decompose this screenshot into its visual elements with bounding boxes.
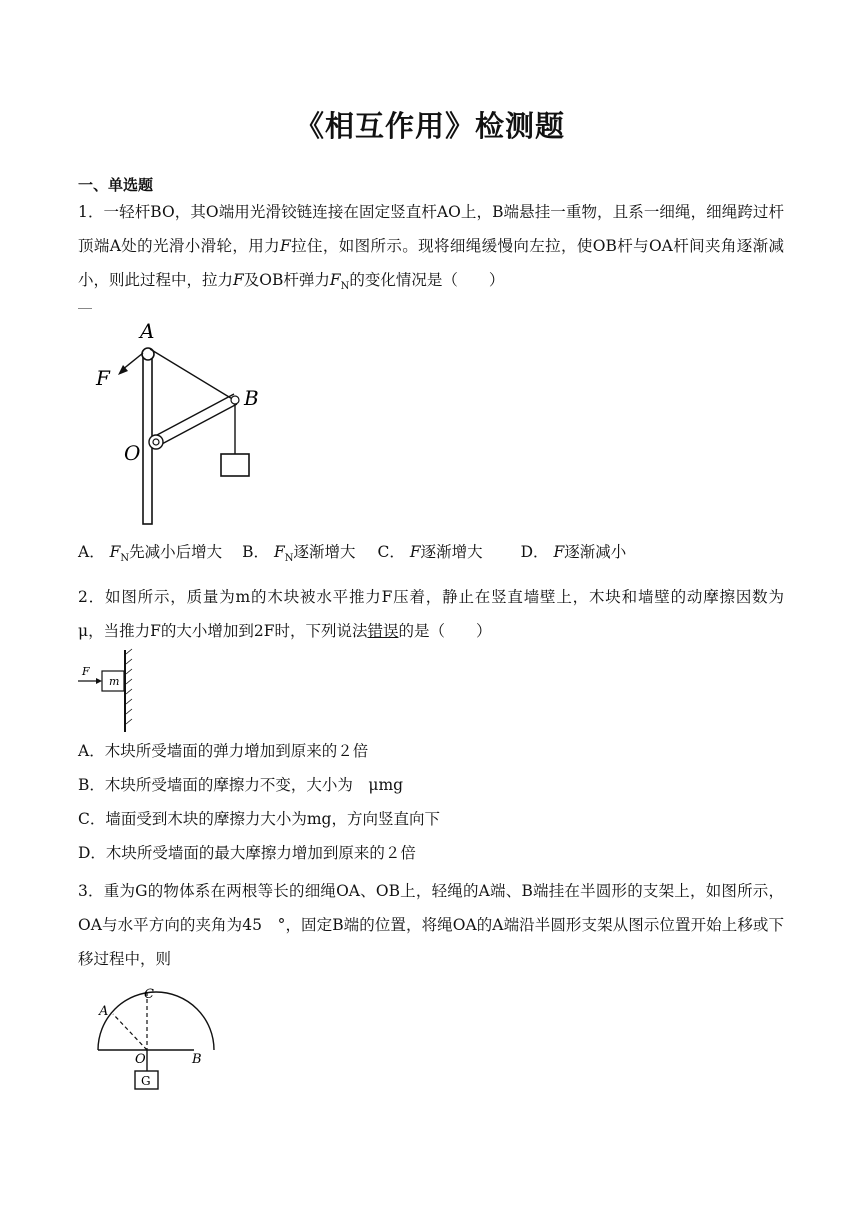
option-2B[interactable]: B．木块所受墙面的摩擦力不变，大小为 μmg — [78, 776, 404, 794]
label-G: G — [141, 1074, 151, 1088]
option-2D[interactable]: D．木块所受墙面的最大摩擦力增加到原来的２倍 — [78, 844, 416, 862]
option-1C[interactable]: C． F逐渐增大 — [377, 543, 483, 561]
section-heading: 一、单选题 — [78, 176, 154, 194]
question-3-text: 3．重为G的物体系在两根等长的细绳OA、OB上，轻绳的A端、B端挂在半圆形的支架上，如图所示，OA与水平方向的夹角为45 °，固定B端的位置，将绳OA的A端沿半圆形支架从图示位置开始上移或下移过程中，则 — [78, 882, 784, 968]
separator-mark — [78, 308, 92, 309]
label-A: A — [99, 1004, 109, 1019]
question-1-options — [78, 542, 626, 569]
option-2A[interactable]: A．木块所受墙面的弹力增加到原来的２倍 — [78, 742, 369, 760]
label-B: B — [244, 386, 259, 410]
question-1-figure — [90, 318, 280, 530]
option-2C[interactable]: C．墙面受到木块的摩擦力大小为mg，方向竖直向下 — [78, 810, 440, 828]
label-C: C — [144, 987, 154, 1002]
question-2-figure — [78, 648, 138, 734]
label-m: m — [109, 675, 120, 688]
question-2-text: 2．如图所示，质量为m的木块被水平推力F压着，静止在竖直墙壁上，木块和墙壁的动摩擦因数为 μ，当推力F的大小增加到2F时，下列说法错误的是（ ） — [78, 588, 800, 640]
page-title: 《相互作用》检测题 — [294, 109, 565, 143]
question-3-figure — [90, 982, 220, 1094]
underlined-word: 错误 — [367, 622, 399, 640]
option-1A[interactable]: A． $F_N$先减小后增大 — [78, 543, 223, 565]
label-F: F — [82, 665, 90, 678]
label-F: F — [96, 366, 110, 390]
label-B: B — [192, 1052, 202, 1067]
option-1B[interactable]: B． $F_N$逐渐增大 — [242, 543, 356, 565]
option-1D[interactable]: D． F逐渐减小 — [520, 543, 627, 561]
label-O: O — [135, 1052, 146, 1067]
question-1-text: 1．一轻杆BO，其O端用光滑铰链连接在固定竖直杆AO上，B端悬挂一重物，且系一细绳，细绳跨过杆顶端A处的光滑小滑轮，用力F拉住，如图所示。现将细绳缓慢向左拉，使OB杆与OA杆间夹角逐渐减小，则此过程中，拉力F及OB杆弹力$F_N$的变化情况是（ ） — [78, 203, 784, 293]
label-A: A — [140, 319, 155, 343]
label-O: O — [124, 441, 141, 465]
